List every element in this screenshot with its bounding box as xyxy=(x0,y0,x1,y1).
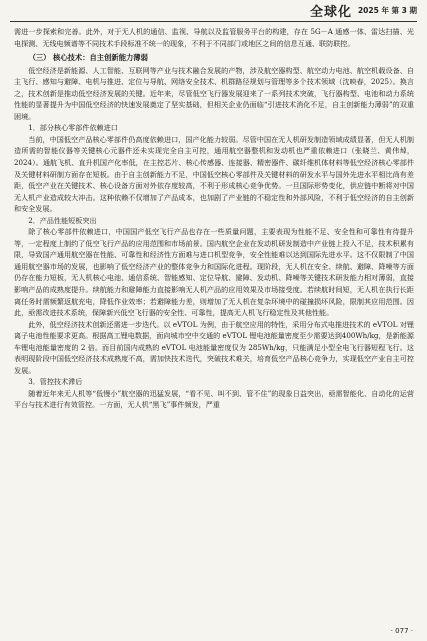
paragraph: 此外，低空经济技术创新还需进一步迭代。以 eVTOL 为例，由于航空应用的特性，采用分布式电推进技术的 eVTOL 对锂离子电池性能要求更高。根据高工锂电数据，面向城市空中交通的 eVTOL 锂电池能量密度至少需要达到400Wh/kg，是新能源车锂电池能量密度的 2 倍。而目前国内成熟的 eVTOL 电池能量密度仅为 285Wh/kg，只能满足小型全电飞行器短程飞行。这表明现阶段中国低空经济技术成熟度不高，需加快技术迭代，突破技术难关，培育低空产品核心竞争力，实现低空产业自主可控发展。 xyxy=(14,319,414,375)
section-heading: （三） 核心技术：自主创新能力薄弱 xyxy=(28,53,148,63)
paragraph: 随着近年来无人机等“低慢小”航空器的迅猛发展，“看不见、叫不到、管不住”的现象日益突出，亟需智能化、自动化的运营平台与技术进行有效管控。一方面，无人机“黑飞”事件频发，严重 xyxy=(14,388,414,410)
subsection-heading: 3．管控技术滞后 xyxy=(28,377,83,387)
page-header xyxy=(0,0,427,20)
page-number: · 077 · xyxy=(390,627,413,635)
issue-info: 2025 年 第 3 期 xyxy=(357,5,417,15)
header-divider xyxy=(10,21,417,22)
paragraph: 低空经济是新能源、人工智能、互联网等产业与技术融合发展的产物，涉及航空器构型、航空动力电池、航空机载设备、自主飞行、感知与避障、电机与推进、定位与导航、网络安全技术、机群路径规划与管理等多个技术领域（沈映春，2025）。换言之，技术创新是推动低空经济发展的关键。近年来，尽管低空飞行器发展迎来了一系列技术突破，飞行器构型、电池和动力系统性能的显著提升为中国低空经济的快速发展奠定了坚实基础，但相关企业仍面临“引进技术消化不足，自主创新能力薄弱”的双重困境。 xyxy=(14,65,414,121)
article-body xyxy=(14,26,414,411)
paragraph: 除了核心零部件依赖进口，中国国产低空飞行产品也存在一些质量问题，主要表现为性能不足、安全性和可靠性有待提升等，一定程度上制约了低空飞行产品的应用范围和市场前景。国内航空企业在发动机研发制造中产业链上投入不足，技术积累有限，导致国产通用航空器在性能、可靠性和经济性方面难与进口机型竞争，安全性能难以达到国际先进水平。这不仅限制了中国通用航空器市场的发展，也影响了低空经济产业的整体竞争力和国际化进程。现阶段，无人机在安全、续航、避障、降噪等方面仍存在能力短板，无人机核心电池、通信系统、智能感知、定位导航、避障、发动机、降噪等关键技术研发能力相对薄弱，直接影响产品的成熟度提升。续航能力和避障能力直接影响无人机产品的应用效果及市场接受度。若续航时间短，无人机在执行长距离任务时需频繁返航充电，降低作业效率；若避障能力差，则增加了无人机在复杂环境中的碰撞损坏风险，限制其应用范围。因此，亟需改进技术系统，保障新兴低空飞行器的安全性、可靠性，提高无人机飞行稳定性及其他性能。 xyxy=(14,227,414,318)
subsection-heading: 1．部分核心零部件依赖进口 xyxy=(28,123,118,133)
paragraph: 需进一步探索和完善。此外，对于无人机的通信、监视、导航以及监管服务平台的构建，存在 5G－A 通感一体、雷达扫描、光电探测、无线电频谱等不同技术手段标准不统一的现象，不利于不同部门或地区之间的信息互通、联防联控。 xyxy=(14,27,414,48)
subsection-heading: 2．产品性能短板突出 xyxy=(28,215,97,225)
paragraph: 当前，中国低空产品核心零部件仍高度依赖进口，国产化能力较弱。尽管中国在无人机研发制造领域成绩显著，但无人机制造所需的智能仪器等关键核心元器件还未实现完全自主可控，通用航空器整机和发动机也严重依赖进口（张晓兰、黄伟焯，2024）。通航飞机、直升机国产化率低，在主控芯片、核心传感器、连接器、精密器件、碳纤维机体材料等低空经济核心零部件及关键材料研制方面存在短板。由于自主创新能力不足，中国低空核心零部件及关键材料的研发水平与国外先进水平相比尚有差距，低空产业在关键技术、核心设备方面对外依存度较高，不利于形成核心竞争优势。一旦国际形势变化，供应链中断将对中国无人机产业造成较大冲击。这种依赖不仅增加了产品成本，也加剧了产业链的不稳定性和外部风险，不利于低空经济的自主创新和安全发展。 xyxy=(14,134,414,214)
journal-name: 全球化 xyxy=(309,4,352,20)
